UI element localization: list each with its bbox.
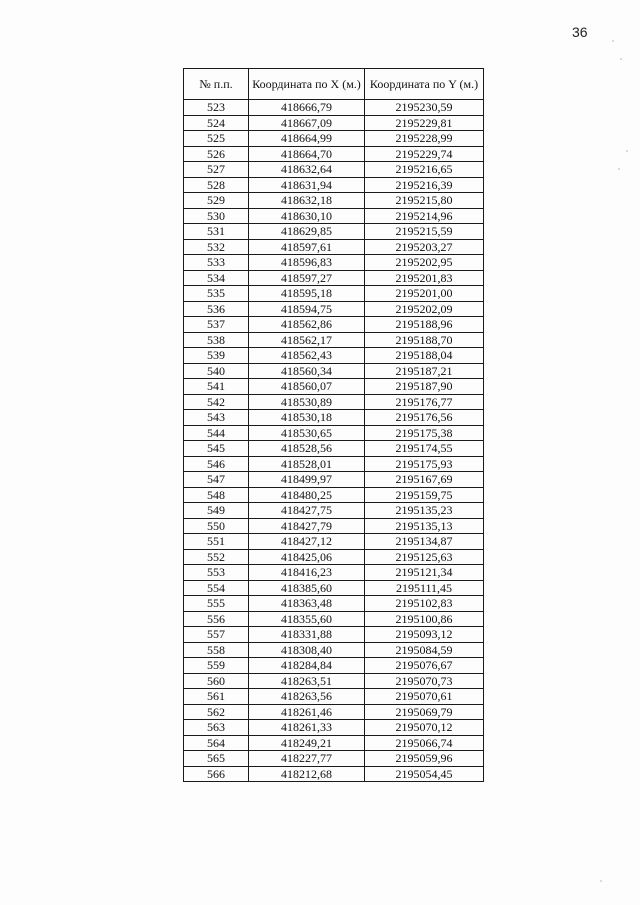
scan-speck [626, 150, 628, 152]
cell-y-coordinate: 2195188,04 [365, 348, 484, 364]
table-row [184, 549, 484, 565]
cell-number: 565 [184, 751, 249, 767]
table-row [184, 456, 484, 472]
table-row [184, 193, 484, 209]
cell-number: 547 [184, 472, 249, 488]
table-row [184, 627, 484, 643]
table-row [184, 332, 484, 348]
cell-number: 527 [184, 162, 249, 178]
cell-y-coordinate: 2195228,99 [365, 131, 484, 147]
table-row [184, 689, 484, 705]
cell-x-coordinate: 418261,33 [249, 720, 365, 736]
table-row [184, 658, 484, 674]
cell-number: 534 [184, 270, 249, 286]
cell-y-coordinate: 2195229,74 [365, 146, 484, 162]
cell-number: 528 [184, 177, 249, 193]
cell-x-coordinate: 418331,88 [249, 627, 365, 643]
cell-y-coordinate: 2195100,86 [365, 611, 484, 627]
cell-x-coordinate: 418597,27 [249, 270, 365, 286]
table-row [184, 735, 484, 751]
cell-x-coordinate: 418530,65 [249, 425, 365, 441]
cell-number: 558 [184, 642, 249, 658]
cell-number: 542 [184, 394, 249, 410]
cell-y-coordinate: 2195175,93 [365, 456, 484, 472]
cell-number: 564 [184, 735, 249, 751]
cell-x-coordinate: 418562,86 [249, 317, 365, 333]
cell-number: 554 [184, 580, 249, 596]
table-row [184, 441, 484, 457]
cell-y-coordinate: 2195174,55 [365, 441, 484, 457]
scan-speck [620, 58, 622, 60]
cell-y-coordinate: 2195159,75 [365, 487, 484, 503]
cell-number: 553 [184, 565, 249, 581]
cell-y-coordinate: 2195202,95 [365, 255, 484, 271]
cell-x-coordinate: 418528,56 [249, 441, 365, 457]
cell-number: 557 [184, 627, 249, 643]
coordinates-table [183, 68, 484, 782]
cell-x-coordinate: 418560,07 [249, 379, 365, 395]
cell-number: 563 [184, 720, 249, 736]
cell-x-coordinate: 418261,46 [249, 704, 365, 720]
cell-number: 555 [184, 596, 249, 612]
cell-number: 544 [184, 425, 249, 441]
table-row [184, 131, 484, 147]
cell-y-coordinate: 2195111,45 [365, 580, 484, 596]
table-row [184, 673, 484, 689]
cell-number: 546 [184, 456, 249, 472]
table-row [184, 580, 484, 596]
table-row [184, 270, 484, 286]
table-row [184, 301, 484, 317]
cell-number: 549 [184, 503, 249, 519]
cell-number: 524 [184, 115, 249, 131]
cell-y-coordinate: 2195230,59 [365, 100, 484, 116]
cell-number: 538 [184, 332, 249, 348]
cell-number: 566 [184, 766, 249, 782]
cell-number: 523 [184, 100, 249, 116]
cell-x-coordinate: 418212,68 [249, 766, 365, 782]
cell-number: 532 [184, 239, 249, 255]
cell-number: 543 [184, 410, 249, 426]
table-row [184, 751, 484, 767]
cell-y-coordinate: 2195070,12 [365, 720, 484, 736]
cell-y-coordinate: 2195167,69 [365, 472, 484, 488]
cell-y-coordinate: 2195176,77 [365, 394, 484, 410]
table-row [184, 394, 484, 410]
table-row [184, 286, 484, 302]
table-row [184, 146, 484, 162]
cell-number: 552 [184, 549, 249, 565]
cell-y-coordinate: 2195134,87 [365, 534, 484, 550]
scan-speck [612, 40, 614, 42]
cell-y-coordinate: 2195121,34 [365, 565, 484, 581]
table-row [184, 503, 484, 519]
scan-speck [618, 168, 620, 170]
cell-number: 535 [184, 286, 249, 302]
cell-number: 540 [184, 363, 249, 379]
cell-number: 533 [184, 255, 249, 271]
cell-y-coordinate: 2195216,65 [365, 162, 484, 178]
cell-y-coordinate: 2195066,74 [365, 735, 484, 751]
table-row [184, 115, 484, 131]
cell-y-coordinate: 2195214,96 [365, 208, 484, 224]
cell-number: 556 [184, 611, 249, 627]
table-row [184, 611, 484, 627]
cell-number: 560 [184, 673, 249, 689]
cell-number: 541 [184, 379, 249, 395]
scan-speck [600, 880, 602, 882]
table-row [184, 208, 484, 224]
cell-y-coordinate: 2195059,96 [365, 751, 484, 767]
cell-y-coordinate: 2195054,45 [365, 766, 484, 782]
cell-y-coordinate: 2195070,73 [365, 673, 484, 689]
table-row [184, 224, 484, 240]
cell-x-coordinate: 418632,64 [249, 162, 365, 178]
table-row [184, 100, 484, 116]
cell-x-coordinate: 418562,17 [249, 332, 365, 348]
cell-x-coordinate: 418227,77 [249, 751, 365, 767]
cell-y-coordinate: 2195076,67 [365, 658, 484, 674]
cell-y-coordinate: 2195175,38 [365, 425, 484, 441]
cell-x-coordinate: 418596,83 [249, 255, 365, 271]
cell-y-coordinate: 2195229,81 [365, 115, 484, 131]
table-row [184, 162, 484, 178]
cell-x-coordinate: 418427,12 [249, 534, 365, 550]
cell-x-coordinate: 418562,43 [249, 348, 365, 364]
cell-x-coordinate: 418666,79 [249, 100, 365, 116]
cell-number: 525 [184, 131, 249, 147]
table-row [184, 518, 484, 534]
header-y-coordinate: Координата по Y (м.) [365, 69, 484, 100]
page-number: 36 [572, 24, 588, 40]
table-row [184, 348, 484, 364]
cell-x-coordinate: 418263,51 [249, 673, 365, 689]
cell-x-coordinate: 418528,01 [249, 456, 365, 472]
cell-y-coordinate: 2195203,27 [365, 239, 484, 255]
table-row [184, 565, 484, 581]
cell-x-coordinate: 418416,23 [249, 565, 365, 581]
cell-number: 531 [184, 224, 249, 240]
cell-y-coordinate: 2195188,96 [365, 317, 484, 333]
cell-x-coordinate: 418594,75 [249, 301, 365, 317]
cell-x-coordinate: 418530,18 [249, 410, 365, 426]
cell-y-coordinate: 2195188,70 [365, 332, 484, 348]
table-row [184, 363, 484, 379]
cell-y-coordinate: 2195102,83 [365, 596, 484, 612]
cell-number: 545 [184, 441, 249, 457]
table-row [184, 239, 484, 255]
table-row [184, 255, 484, 271]
cell-number: 539 [184, 348, 249, 364]
cell-x-coordinate: 418664,70 [249, 146, 365, 162]
cell-y-coordinate: 2195135,23 [365, 503, 484, 519]
cell-number: 529 [184, 193, 249, 209]
cell-y-coordinate: 2195135,13 [365, 518, 484, 534]
table-row [184, 410, 484, 426]
cell-x-coordinate: 418631,94 [249, 177, 365, 193]
table-row [184, 177, 484, 193]
table-row [184, 642, 484, 658]
cell-number: 536 [184, 301, 249, 317]
cell-x-coordinate: 418667,09 [249, 115, 365, 131]
cell-number: 562 [184, 704, 249, 720]
table-row [184, 425, 484, 441]
cell-x-coordinate: 418480,25 [249, 487, 365, 503]
cell-y-coordinate: 2195201,83 [365, 270, 484, 286]
table-row [184, 766, 484, 782]
cell-number: 550 [184, 518, 249, 534]
cell-x-coordinate: 418385,60 [249, 580, 365, 596]
cell-x-coordinate: 418355,60 [249, 611, 365, 627]
cell-y-coordinate: 2195069,79 [365, 704, 484, 720]
cell-x-coordinate: 418284,84 [249, 658, 365, 674]
cell-number: 530 [184, 208, 249, 224]
table-row [184, 720, 484, 736]
cell-y-coordinate: 2195202,09 [365, 301, 484, 317]
cell-x-coordinate: 418427,79 [249, 518, 365, 534]
table-row [184, 487, 484, 503]
cell-y-coordinate: 2195070,61 [365, 689, 484, 705]
cell-number: 559 [184, 658, 249, 674]
cell-x-coordinate: 418308,40 [249, 642, 365, 658]
cell-y-coordinate: 2195216,39 [365, 177, 484, 193]
table-row [184, 534, 484, 550]
cell-number: 526 [184, 146, 249, 162]
cell-y-coordinate: 2195176,56 [365, 410, 484, 426]
cell-x-coordinate: 418630,10 [249, 208, 365, 224]
cell-number: 551 [184, 534, 249, 550]
cell-x-coordinate: 418530,89 [249, 394, 365, 410]
cell-x-coordinate: 418560,34 [249, 363, 365, 379]
cell-x-coordinate: 418425,06 [249, 549, 365, 565]
cell-x-coordinate: 418632,18 [249, 193, 365, 209]
cell-x-coordinate: 418595,18 [249, 286, 365, 302]
cell-number: 561 [184, 689, 249, 705]
cell-y-coordinate: 2195093,12 [365, 627, 484, 643]
cell-y-coordinate: 2195125,63 [365, 549, 484, 565]
table-row [184, 704, 484, 720]
header-number: № п.п. [184, 69, 249, 100]
cell-number: 537 [184, 317, 249, 333]
header-x-coordinate: Координата по X (м.) [249, 69, 365, 100]
cell-x-coordinate: 418263,56 [249, 689, 365, 705]
cell-y-coordinate: 2195201,00 [365, 286, 484, 302]
table-row [184, 317, 484, 333]
cell-y-coordinate: 2195215,80 [365, 193, 484, 209]
table-header-row [184, 69, 484, 100]
cell-number: 548 [184, 487, 249, 503]
cell-x-coordinate: 418249,21 [249, 735, 365, 751]
table-body [184, 100, 484, 782]
table-row [184, 379, 484, 395]
table-row [184, 596, 484, 612]
cell-x-coordinate: 418664,99 [249, 131, 365, 147]
cell-y-coordinate: 2195084,59 [365, 642, 484, 658]
cell-y-coordinate: 2195187,90 [365, 379, 484, 395]
cell-x-coordinate: 418499,97 [249, 472, 365, 488]
table-row [184, 472, 484, 488]
cell-y-coordinate: 2195215,59 [365, 224, 484, 240]
cell-x-coordinate: 418597,61 [249, 239, 365, 255]
cell-x-coordinate: 418427,75 [249, 503, 365, 519]
cell-x-coordinate: 418363,48 [249, 596, 365, 612]
cell-x-coordinate: 418629,85 [249, 224, 365, 240]
cell-y-coordinate: 2195187,21 [365, 363, 484, 379]
